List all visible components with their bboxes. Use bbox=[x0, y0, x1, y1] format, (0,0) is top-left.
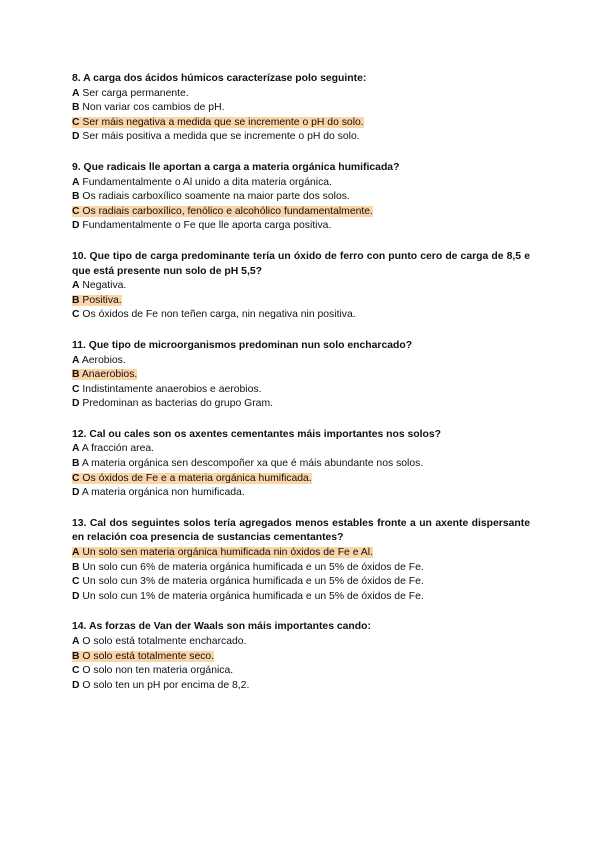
question-title: 13. Cal dos seguintes solos tería agregados menos estables fronte a un axente dispersante en relación coa presencia de sustancias cementantes? bbox=[72, 517, 530, 544]
answer-text: Un solo cun 6% de materia orgánica humificada e un 5% de óxidos de Fe. bbox=[82, 561, 424, 573]
answer-text: Un solo cun 3% de materia orgánica humificada e un 5% de óxidos de Fe. bbox=[82, 576, 424, 588]
answer-option-correct bbox=[72, 472, 530, 487]
correct-answer-highlight bbox=[72, 473, 312, 484]
answer-text: Ser carga permanente. bbox=[82, 87, 189, 99]
answer-text: A materia orgánica sen descompoñer xa que é máis abundante nos solos. bbox=[81, 458, 424, 470]
answer-option bbox=[72, 590, 530, 605]
question-13 bbox=[72, 517, 530, 605]
document-page bbox=[72, 72, 530, 709]
answer-letter: A bbox=[72, 547, 80, 559]
correct-answer-highlight bbox=[72, 117, 364, 128]
answer-option bbox=[72, 442, 530, 457]
answer-letter: B bbox=[72, 369, 80, 381]
question-title: 9. Que radicais lle aportan a carga a materia orgánica humificada? bbox=[72, 161, 400, 173]
answer-letter: A bbox=[72, 176, 80, 188]
answer-text: Anaerobios. bbox=[81, 369, 138, 381]
question-8 bbox=[72, 72, 530, 145]
question-11 bbox=[72, 339, 530, 412]
answer-option-correct bbox=[72, 116, 530, 131]
answer-letter: C bbox=[72, 116, 80, 128]
answer-text: Positiva. bbox=[82, 294, 122, 306]
answer-option bbox=[72, 130, 530, 145]
answer-letter: B bbox=[72, 458, 80, 470]
answer-text: Un solo cun 1% de materia orgánica humificada e un 5% de óxidos de Fe. bbox=[82, 590, 424, 602]
answer-letter: D bbox=[72, 220, 80, 232]
answer-letter: A bbox=[72, 636, 80, 647]
answer-option bbox=[72, 87, 530, 102]
answer-letter: B bbox=[72, 561, 80, 573]
answer-option-correct bbox=[72, 294, 530, 309]
answer-letter: D bbox=[72, 487, 80, 499]
answer-option bbox=[72, 279, 530, 294]
answer-option bbox=[72, 383, 530, 398]
correct-answer-highlight bbox=[72, 369, 137, 380]
answer-text: O solo non ten materia orgánica. bbox=[82, 665, 234, 677]
answer-text: Negativa. bbox=[82, 280, 127, 292]
answer-letter: A bbox=[72, 87, 80, 99]
question-title: 11. Que tipo de microorganismos predominan nun solo encharcado? bbox=[72, 339, 413, 351]
answer-letter: C bbox=[72, 309, 80, 321]
answer-text: A fracción area. bbox=[81, 443, 155, 455]
answer-letter: D bbox=[72, 590, 80, 602]
answer-text: Aerobios. bbox=[81, 354, 126, 366]
question-title: 8. A carga dos ácidos húmicos caracterízase polo seguinte: bbox=[72, 73, 367, 84]
answer-letter: C bbox=[72, 205, 80, 217]
question-title: 14. As forzas de Van der Waals son máis importantes cando: bbox=[72, 621, 371, 633]
answer-text: Fundamentalmente o Al unido a dita materia orgánica. bbox=[82, 176, 332, 188]
question-14 bbox=[72, 620, 530, 693]
answer-text: O solo está totalmente seco. bbox=[82, 650, 215, 662]
answer-option bbox=[72, 101, 530, 116]
answer-letter: B bbox=[72, 191, 80, 203]
answer-letter: B bbox=[72, 294, 80, 306]
answer-text: Ser máis positiva a medida que se incremente o pH do solo. bbox=[82, 131, 360, 143]
answer-text: Os óxidos de Fe e a materia orgánica humificada. bbox=[82, 472, 312, 484]
answer-letter: D bbox=[72, 398, 80, 410]
answer-text: Un solo sen materia orgánica humificada nin óxidos de Fe e Al. bbox=[82, 547, 373, 559]
answer-option bbox=[72, 635, 530, 650]
answer-letter: C bbox=[72, 383, 80, 395]
answer-text: Indistintamente anaerobios e aerobios. bbox=[82, 383, 262, 395]
answer-letter: C bbox=[72, 472, 80, 484]
answer-text: Fundamentalmente o Fe que lle aporta carga positiva. bbox=[82, 220, 332, 232]
answer-option bbox=[72, 575, 530, 590]
answer-option bbox=[72, 486, 530, 501]
answer-option bbox=[72, 397, 530, 412]
answer-text: Os radiais carboxílico, fenólico e alcohólico fundamentalmente. bbox=[82, 205, 373, 217]
answer-letter: D bbox=[72, 679, 80, 691]
answer-option bbox=[72, 457, 530, 472]
answer-text: Predominan as bacterias do grupo Gram. bbox=[82, 398, 273, 410]
question-title: 12. Cal ou cales son os axentes cementantes máis importantes nos solos? bbox=[72, 428, 441, 440]
answer-option-correct bbox=[72, 205, 530, 220]
answer-text: O solo ten un pH por encima de 8,2. bbox=[82, 679, 250, 691]
answer-option bbox=[72, 308, 530, 323]
answer-letter: A bbox=[72, 354, 80, 366]
correct-answer-highlight bbox=[72, 206, 373, 217]
answer-text: Os radiais carboxílico soamente na maior parte dos solos. bbox=[82, 191, 350, 203]
answer-text: Non variar cos cambios de pH. bbox=[82, 102, 225, 114]
answer-letter: A bbox=[72, 280, 80, 292]
answer-text: Ser máis negativa a medida que se incremente o pH do solo. bbox=[82, 116, 364, 128]
answer-option bbox=[72, 561, 530, 576]
answer-letter: C bbox=[72, 665, 80, 677]
answer-option-correct bbox=[72, 650, 530, 665]
question-12 bbox=[72, 428, 530, 501]
question-title: 10. Que tipo de carga predominante tería un óxido de ferro con punto cero de carga de 8,5 e que está presente nun solo de pH 5,5? bbox=[72, 250, 530, 277]
answer-letter: A bbox=[72, 443, 80, 455]
answer-letter: C bbox=[72, 576, 80, 588]
answer-text: Os óxidos de Fe non teñen carga, nin negativa nin positiva. bbox=[82, 309, 356, 321]
answer-text: O solo está totalmente encharcado. bbox=[82, 636, 247, 647]
question-10 bbox=[72, 250, 530, 323]
answer-letter: B bbox=[72, 102, 80, 114]
answer-option bbox=[72, 176, 530, 191]
answer-option bbox=[72, 354, 530, 369]
answer-option bbox=[72, 679, 530, 694]
answer-letter: D bbox=[72, 131, 80, 143]
answer-option bbox=[72, 664, 530, 679]
answer-option bbox=[72, 190, 530, 205]
answer-text: A materia orgánica non humificada. bbox=[81, 487, 245, 499]
correct-answer-highlight bbox=[72, 547, 373, 558]
correct-answer-highlight bbox=[72, 651, 214, 662]
question-9 bbox=[72, 161, 530, 234]
answer-letter: B bbox=[72, 650, 80, 662]
correct-answer-highlight bbox=[72, 295, 122, 306]
answer-option bbox=[72, 219, 530, 234]
answer-option-correct bbox=[72, 546, 530, 561]
answer-option-correct bbox=[72, 368, 530, 383]
